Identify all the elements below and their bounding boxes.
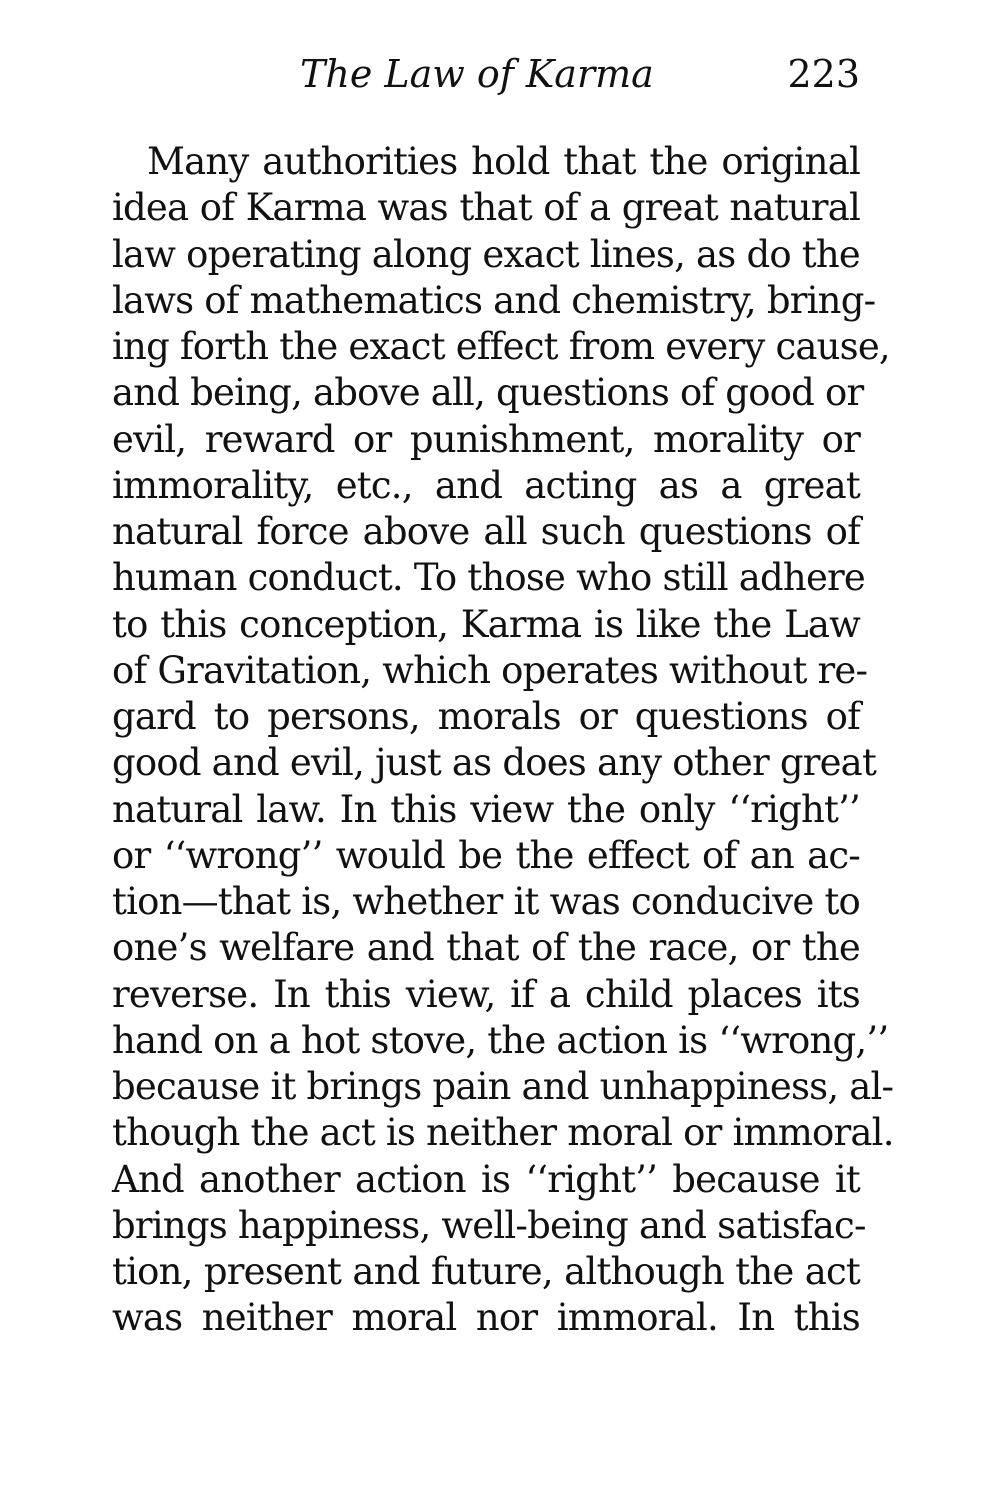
body-paragraph bbox=[112, 134, 894, 1340]
text-line: tion, present and future, although the act bbox=[112, 1250, 860, 1293]
text-line: natural law. In this view the only ‘‘right’’ bbox=[112, 787, 860, 831]
text-line: and being, above all, questions of good or bbox=[112, 371, 864, 415]
text-line: hand on a hot stove, the action is ‘‘wrong,’’ bbox=[112, 1018, 889, 1062]
text-line: brings happiness, well-being and satisfac- bbox=[112, 1203, 866, 1247]
text-line: law operating along exact lines, as do the bbox=[112, 232, 860, 276]
text-line: of Gravitation, which operates without re- bbox=[112, 648, 868, 692]
text-line: ing forth the exact effect from every cause, bbox=[112, 325, 890, 368]
text-line: to this conception, Karma is like the Law bbox=[112, 602, 860, 646]
text-line: Many authorities hold that the original bbox=[147, 140, 860, 183]
text-line: tion—that is, whether it was conducive to bbox=[112, 880, 860, 923]
text-line: natural force above all such questions of bbox=[112, 510, 860, 553]
text-line: evil, reward or punishment, morality or bbox=[112, 417, 860, 461]
text-line: laws of mathematics and chemistry, bring- bbox=[112, 278, 876, 322]
text-line: idea of Karma was that of a great natural bbox=[112, 186, 860, 230]
text-line: one’s welfare and that of the race, or the bbox=[112, 926, 860, 970]
running-title: The Law of Karma bbox=[300, 52, 654, 96]
text-line: gard to persons, morals or questions of bbox=[112, 695, 860, 738]
text-line: though the act is neither moral or immoral. bbox=[112, 1111, 894, 1155]
text-line: because it brings pain and unhappiness, al- bbox=[112, 1065, 894, 1108]
text-line: or ‘‘wrong’’ would be the effect of an ac- bbox=[112, 833, 860, 877]
text-line: And another action is ‘‘right’’ because it bbox=[112, 1157, 860, 1201]
text-line: immorality, etc., and acting as a great bbox=[112, 463, 860, 507]
text-line: human conduct. To those who still adhere bbox=[112, 556, 866, 600]
text-line: good and evil, just as does any other great bbox=[112, 741, 877, 785]
text-line: was neither moral nor immoral. In this bbox=[112, 1296, 860, 1340]
text-line: reverse. In this view, if a child places its bbox=[112, 972, 860, 1016]
page-number: 223 bbox=[787, 52, 860, 96]
